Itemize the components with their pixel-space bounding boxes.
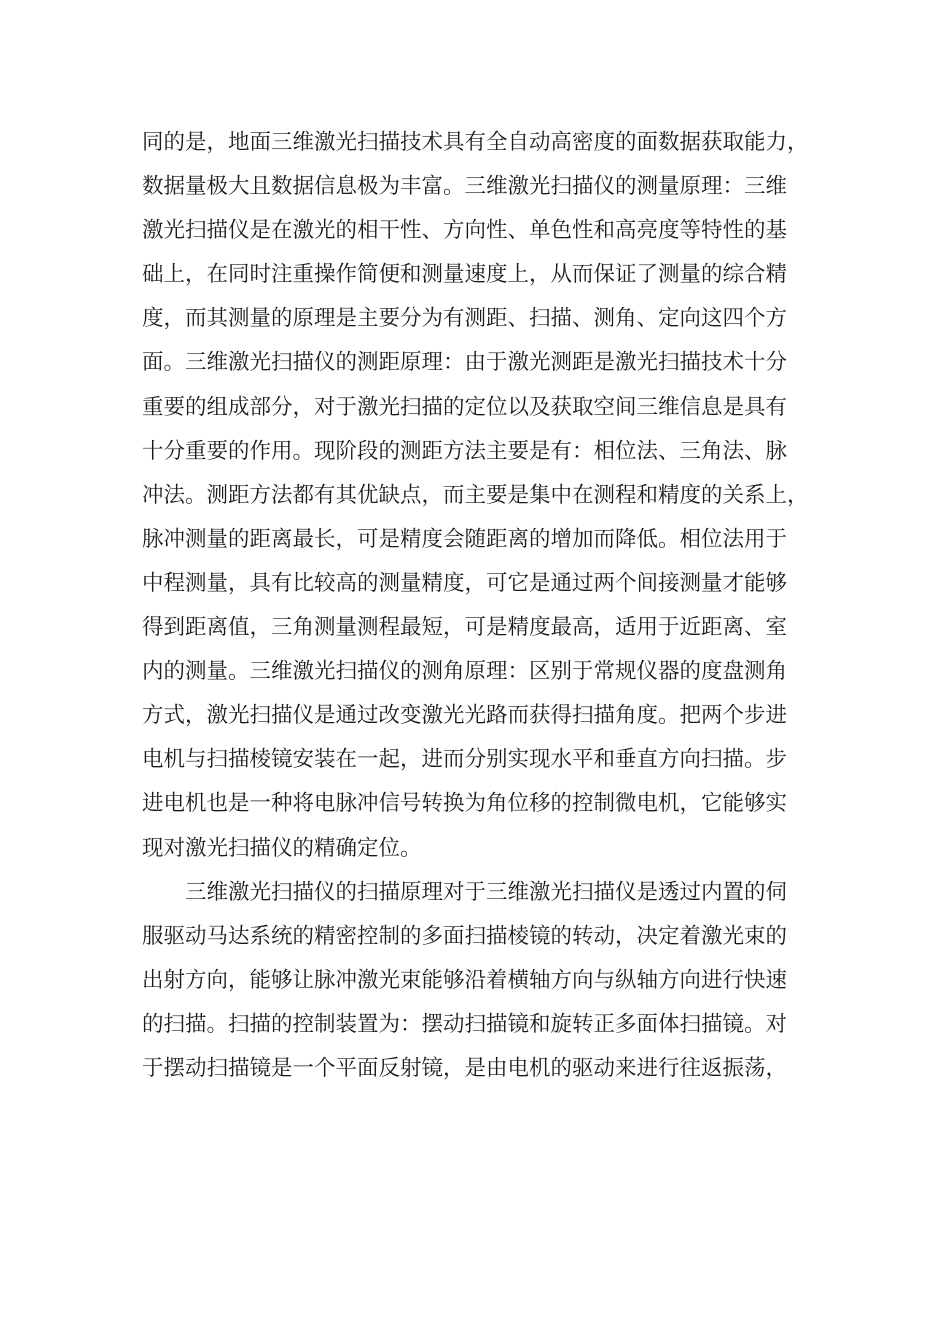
text-line: 进电机也是一种将电脉冲信号转换为角位移的控制微电机，它能够实 [142,791,788,817]
text-line: 得到距离值，三角测量测程最短，可是精度最高，适用于近距离、室 [142,615,788,641]
paragraph-start-line: 三维激光扫描仪的扫描原理对于三维激光扫描仪是透过内置的伺 [185,879,788,905]
text-line: 内的测量。三维激光扫描仪的测角原理：区别于常规仪器的度盘测角 [142,659,788,685]
body-text [142,121,842,1091]
text-line: 同的是，地面三维激光扫描技术具有全自动高密度的面数据获取能力， [142,130,809,155]
text-line: 于摆动扫描镜是一个平面反射镜，是由电机的驱动来进行往返振荡， [142,1055,788,1081]
text-line: 面。三维激光扫描仪的测距原理：由于激光测距是激光扫描技术十分 [142,350,788,376]
text-line: 中程测量，具有比较高的测量精度，可它是通过两个间接测量才能够 [142,570,788,596]
text-line: 电机与扫描棱镜安装在一起，进而分别实现水平和垂直方向扫描。步 [142,747,788,773]
text-line: 激光扫描仪是在激光的相干性、方向性、单色性和高亮度等特性的基 [142,218,788,244]
text-line: 冲法。测距方法都有其优缺点，而主要是集中在测程和精度的关系上， [142,482,809,508]
text-line: 的扫描。扫描的控制装置为：摆动扫描镜和旋转正多面体扫描镜。对 [142,1011,788,1037]
text-line: 度，而其测量的原理是主要分为有测距、扫描、测角、定向这四个方 [142,306,788,332]
text-line: 十分重要的作用。现阶段的测距方法主要是有：相位法、三角法、脉 [142,438,788,464]
text-line: 现对激光扫描仪的精确定位。 [142,835,422,861]
text-line: 础上，在同时注重操作简便和测量速度上，从而保证了测量的综合精 [142,262,788,288]
text-line: 服驱动马达系统的精密控制的多面扫描棱镜的转动，决定着激光束的 [142,923,788,949]
text-line: 数据量极大且数据信息极为丰富。三维激光扫描仪的测量原理：三维 [142,174,788,200]
text-line: 脉冲测量的距离最长，可是精度会随距离的增加而降低。相位法用于 [142,526,788,552]
text-line: 出射方向，能够让脉冲激光束能够沿着横轴方向与纵轴方向进行快速 [142,967,788,993]
text-line: 重要的组成部分，对于激光扫描的定位以及获取空间三维信息是具有 [142,394,788,420]
text-line: 方式，激光扫描仪是通过改变激光光路而获得扫描角度。把两个步进 [142,703,788,729]
